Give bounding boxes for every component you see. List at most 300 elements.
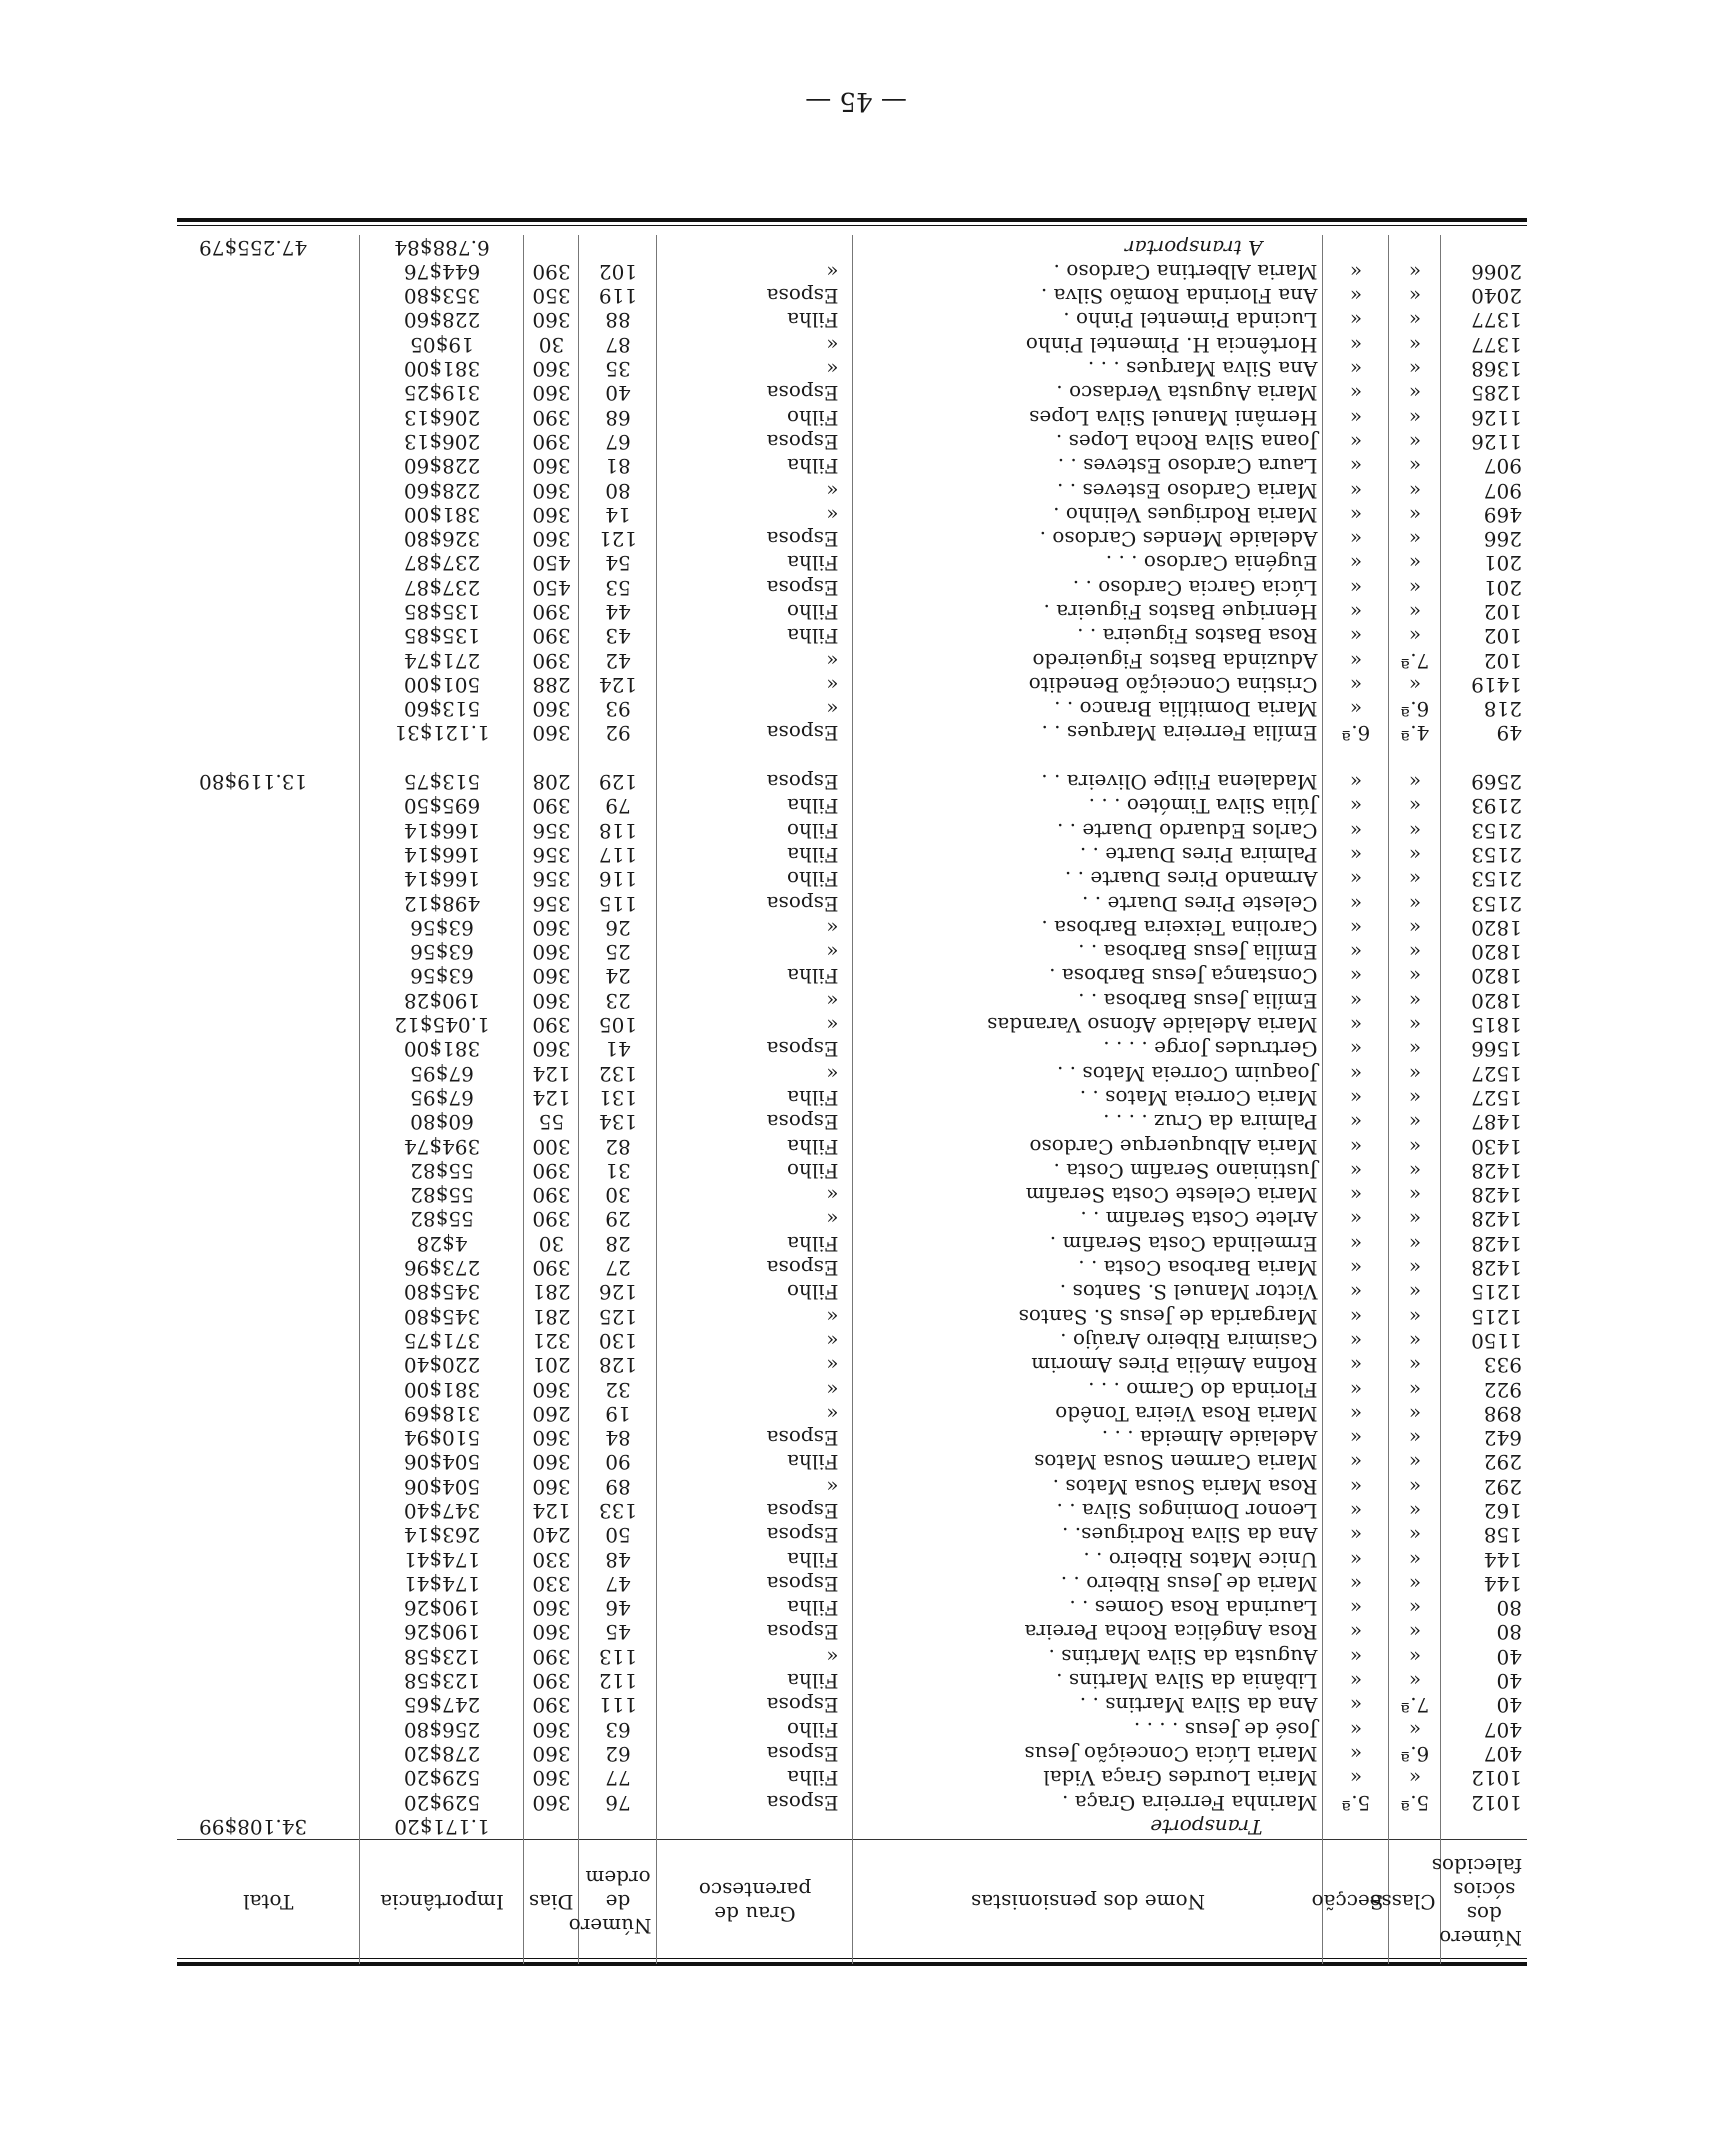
cell-seccao: « (1323, 1475, 1389, 1499)
cell-grau-parentesco: Esposa (657, 1620, 853, 1644)
cell-importancia: 63$56 (360, 940, 524, 964)
cell-seccao: « (1323, 1669, 1389, 1693)
cell-numero-ordem: 126 (579, 1280, 657, 1304)
cell-importancia: 55$82 (360, 1159, 524, 1183)
cell-socio-number: 266 (1483, 527, 1522, 552)
cell-pensioner-name: Rofina Amélia Pires Amorim (853, 1353, 1323, 1377)
cell-classe: « (1389, 624, 1441, 648)
cell-socio-number: 1527 (1471, 1061, 1522, 1086)
cell-numero-ordem: 76 (579, 1790, 657, 1814)
cell-pensioner-name: Ana Silva Marques . . . (853, 357, 1323, 381)
cell-socio-number: 292 (1483, 1474, 1522, 1499)
cell-dias: 360 (524, 1718, 579, 1742)
cell-total (177, 1547, 360, 1571)
cell-seccao: « (1323, 503, 1389, 527)
cell-total (177, 1280, 360, 1304)
cell-numero-ordem: 125 (579, 1304, 657, 1328)
cell-grau-parentesco: « (657, 1475, 853, 1499)
cell-total (177, 1037, 360, 1061)
cell-classe: « (1389, 1499, 1441, 1523)
cell-classe (1389, 1815, 1441, 1840)
cell-classe: « (1389, 1207, 1441, 1231)
cell-classe: « (1389, 916, 1441, 940)
cell-total: 34.108$99 (177, 1815, 360, 1840)
cell-classe: « (1389, 1718, 1441, 1742)
cell-total (177, 1450, 360, 1474)
cell-seccao: « (1323, 1620, 1389, 1644)
cell-total (177, 1086, 360, 1110)
cell-dias: 288 (524, 673, 579, 697)
cell-dias: 360 (524, 721, 579, 745)
cell-numero-ordem: 90 (579, 1450, 657, 1474)
cell-socio-number: 80 (1496, 1596, 1522, 1621)
cell-seccao: 5.ª (1323, 1790, 1389, 1814)
cell-numero-ordem: 117 (579, 843, 657, 867)
cell-dias: 356 (524, 819, 579, 843)
cell-classe: « (1389, 478, 1441, 502)
cell-pensioner-name: Augusta da Silva Martins . (853, 1645, 1323, 1669)
cell-importancia: 228$60 (360, 308, 524, 332)
cell-classe: « (1389, 1475, 1441, 1499)
cell-classe: « (1389, 600, 1441, 624)
cell-classe (1389, 746, 1441, 770)
cell-importancia: 220$40 (360, 1353, 524, 1377)
cell-dias: 55 (524, 1110, 579, 1134)
cell-numero-ordem: 35 (579, 357, 657, 381)
cell-numero-ordem: 131 (579, 1086, 657, 1110)
cell-seccao: « (1323, 989, 1389, 1013)
cell-numero-ordem: 132 (579, 1062, 657, 1086)
cell-classe: « (1389, 867, 1441, 891)
cell-classe: « (1389, 1426, 1441, 1450)
cell-importancia: 190$28 (360, 989, 524, 1013)
cell-grau-parentesco: Esposa (657, 1742, 853, 1766)
cell-importancia: 256$80 (360, 1718, 524, 1742)
table-row (177, 454, 1527, 478)
cell-pensioner-name: Justiniano Serafim Costa . (853, 1159, 1323, 1183)
cell-socio-number: 49 (1496, 721, 1522, 746)
cell-importancia: 381$00 (360, 1377, 524, 1401)
cell-grau-parentesco: Esposa (657, 1256, 853, 1280)
cell-grau-parentesco: Filha (657, 1669, 853, 1693)
cell-numero-ordem: 116 (579, 867, 657, 891)
table-row (177, 478, 1527, 502)
cell-total (177, 1304, 360, 1328)
cell-importancia: 318$69 (360, 1402, 524, 1426)
cell-seccao: « (1323, 1134, 1389, 1158)
cell-grau-parentesco: Esposa (657, 891, 853, 915)
cell-dias: 360 (524, 989, 579, 1013)
cell-grau-parentesco: Esposa (657, 1499, 853, 1523)
cell-dias (524, 235, 579, 259)
table-row (177, 1183, 1527, 1207)
cell-total (177, 405, 360, 429)
table-row (177, 1815, 1527, 1840)
cell-socio-number: 144 (1483, 1547, 1522, 1572)
cell-dias: 390 (524, 1013, 579, 1037)
cell-grau-parentesco: « (657, 1207, 853, 1231)
cell-pensioner-name: Maria Augusta Verdasco . (853, 381, 1323, 405)
cell-dias: 360 (524, 381, 579, 405)
cell-grau-parentesco: « (657, 673, 853, 697)
cell-dias: 390 (524, 430, 579, 454)
cell-dias: 124 (524, 1062, 579, 1086)
bottom-rule-thick (177, 218, 1527, 222)
cell-total (177, 843, 360, 867)
cell-numero-ordem: 115 (579, 891, 657, 915)
cell-grau-parentesco: « (657, 1013, 853, 1037)
cell-pensioner-name: Arlete Costa Serafim . . (853, 1207, 1323, 1231)
cell-socio-number: 40 (1496, 1669, 1522, 1694)
cell-importancia: 174$41 (360, 1572, 524, 1596)
cell-total (177, 1013, 360, 1037)
cell-importancia: 206$13 (360, 405, 524, 429)
cell-socio-number: 1368 (1471, 357, 1522, 382)
cell-socio-number: 102 (1483, 648, 1522, 673)
cell-dias: 390 (524, 1669, 579, 1693)
cell-importancia: 353$80 (360, 284, 524, 308)
cell-pensioner-name: Maria Albertina Cardoso . (853, 260, 1323, 284)
cell-dias: 360 (524, 454, 579, 478)
cell-classe: « (1389, 1159, 1441, 1183)
header-total: Total (177, 1840, 360, 1965)
cell-seccao: « (1323, 1523, 1389, 1547)
cell-classe: « (1389, 1450, 1441, 1474)
cell-grau-parentesco: Filho (657, 405, 853, 429)
cell-dias: 201 (524, 1353, 579, 1377)
cell-classe: 5.ª (1389, 1790, 1441, 1814)
cell-total (177, 624, 360, 648)
cell-total (177, 503, 360, 527)
cell-total (177, 1620, 360, 1644)
cell-classe: « (1389, 1232, 1441, 1256)
cell-seccao: « (1323, 1183, 1389, 1207)
cell-socio-number: 2569 (1471, 770, 1522, 795)
table-row (177, 794, 1527, 818)
cell-classe: « (1389, 1645, 1441, 1669)
cell-pensioner-name: Unice Matos Ribeiro . . (853, 1547, 1323, 1571)
cell-classe: « (1389, 989, 1441, 1013)
cell-classe: « (1389, 1353, 1441, 1377)
cell-total (177, 648, 360, 672)
table-row (177, 1256, 1527, 1280)
cell-seccao: « (1323, 1329, 1389, 1353)
header-dias: Dias (524, 1840, 579, 1965)
cell-seccao: « (1323, 624, 1389, 648)
table-row (177, 503, 1527, 527)
cell-dias: 360 (524, 503, 579, 527)
cell-socio-number: 1150 (1471, 1328, 1522, 1353)
cell-seccao: « (1323, 843, 1389, 867)
cell-grau-parentesco: Esposa (657, 1110, 853, 1134)
cell-socio-number: 1012 (1471, 1790, 1522, 1815)
table-row (177, 1426, 1527, 1450)
cell-pensioner-name: Marinha Ferreira Graça . (853, 1790, 1323, 1814)
cell-socio-number: 907 (1483, 454, 1522, 479)
cell-socio-number: 1487 (1471, 1110, 1522, 1135)
cell-importancia: 504$06 (360, 1475, 524, 1499)
cell-pensioner-name: Palmira Pires Duarte . . (853, 843, 1323, 867)
cell-pensioner-name: Henrique Bastos Figueira . (853, 600, 1323, 624)
cell-classe: « (1389, 1062, 1441, 1086)
cell-classe: « (1389, 794, 1441, 818)
cell-socio-number: 1419 (1471, 672, 1522, 697)
cell-classe: « (1389, 1256, 1441, 1280)
cell-grau-parentesco (657, 235, 853, 259)
cell-classe: 7.ª (1389, 648, 1441, 672)
cell-socio-number: 158 (1483, 1523, 1522, 1548)
cell-numero-ordem: 112 (579, 1669, 657, 1693)
cell-numero-ordem: 19 (579, 1402, 657, 1426)
table-row (177, 551, 1527, 575)
cell-numero-ordem: 129 (579, 770, 657, 794)
cell-pensioner-name: Armando Pires Duarte . . (853, 867, 1323, 891)
cell-numero-ordem: 47 (579, 1572, 657, 1596)
table-row (177, 1159, 1527, 1183)
cell-dias: 360 (524, 697, 579, 721)
cell-seccao: « (1323, 1742, 1389, 1766)
cell-importancia: 206$13 (360, 430, 524, 454)
cell-socio-number: 469 (1483, 502, 1522, 527)
cell-numero-ordem: 42 (579, 648, 657, 672)
cell-pensioner-name: Palmira da Cruz . . . . (853, 1110, 1323, 1134)
cell-seccao: « (1323, 819, 1389, 843)
cell-pensioner-name: Maria Correia Matos . . (853, 1086, 1323, 1110)
cell-importancia: 237$87 (360, 551, 524, 575)
cell-numero-ordem: 32 (579, 1377, 657, 1401)
cell-seccao (1323, 235, 1389, 259)
cell-seccao: « (1323, 940, 1389, 964)
cell-total (177, 357, 360, 381)
cell-numero-ordem: 87 (579, 333, 657, 357)
cell-importancia: 166$14 (360, 843, 524, 867)
cell-numero-ordem: 89 (579, 1475, 657, 1499)
cell-total (177, 1329, 360, 1353)
cell-pensioner-name: Casimira Ribeiro Araújo . (853, 1329, 1323, 1353)
cell-dias: 360 (524, 308, 579, 332)
cell-importancia: 123$58 (360, 1645, 524, 1669)
table-row (177, 746, 1527, 770)
table-row (177, 1110, 1527, 1134)
cell-numero-ordem: 28 (579, 1232, 657, 1256)
cell-seccao: « (1323, 284, 1389, 308)
cell-grau-parentesco: « (657, 648, 853, 672)
cell-pensioner-name: Celeste Pires Duarte . . (853, 891, 1323, 915)
cell-socio-number: 2153 (1471, 867, 1522, 892)
cell-importancia: 278$20 (360, 1742, 524, 1766)
cell-total (177, 697, 360, 721)
cell-classe: « (1389, 576, 1441, 600)
cell-pensioner-name: Maria Celeste Costa Serafim (853, 1183, 1323, 1207)
cell-numero-ordem: 50 (579, 1523, 657, 1547)
header-numero-ordem: Número de ordem (579, 1840, 657, 1965)
cell-dias: 240 (524, 1523, 579, 1547)
cell-dias: 390 (524, 1693, 579, 1717)
cell-importancia: 55$82 (360, 1207, 524, 1231)
cell-importancia: 135$85 (360, 600, 524, 624)
cell-seccao: « (1323, 794, 1389, 818)
cell-seccao: « (1323, 551, 1389, 575)
cell-numero-ordem: 128 (579, 1353, 657, 1377)
cell-socio-number: 201 (1483, 575, 1522, 600)
cell-grau-parentesco: Esposa (657, 1572, 853, 1596)
table-row (177, 1134, 1527, 1158)
cell-dias: 360 (524, 1790, 579, 1814)
cell-socio-number: 102 (1483, 624, 1522, 649)
cell-importancia: 67$95 (360, 1086, 524, 1110)
cell-numero-ordem (579, 746, 657, 770)
table-row (177, 940, 1527, 964)
cell-socio-number: 40 (1496, 1644, 1522, 1669)
cell-pensioner-name: Gertrudes Jorge . . . . (853, 1037, 1323, 1061)
cell-grau-parentesco: Filho (657, 600, 853, 624)
cell-socio-number (1441, 235, 1527, 259)
cell-grau-parentesco: Esposa (657, 1426, 853, 1450)
cell-pensioner-name: A transportar (853, 235, 1323, 259)
cell-pensioner-name: Carlos Eduardo Duarte . . (853, 819, 1323, 843)
cell-importancia: 263$14 (360, 1523, 524, 1547)
cell-seccao: « (1323, 1353, 1389, 1377)
cell-pensioner-name: Adelaide Almeida . . . (853, 1426, 1323, 1450)
header-importancia: Importância (360, 1840, 524, 1965)
cell-grau-parentesco: « (657, 357, 853, 381)
cell-dias: 281 (524, 1280, 579, 1304)
cell-importancia: 190$26 (360, 1620, 524, 1644)
cell-dias: 390 (524, 648, 579, 672)
cell-seccao: 6.ª (1323, 721, 1389, 745)
cell-pensioner-name: Maria Rosa Vieira Tonêdo (853, 1402, 1323, 1426)
cell-total (177, 551, 360, 575)
cell-numero-ordem: 134 (579, 1110, 657, 1134)
cell-seccao: « (1323, 381, 1389, 405)
cell-dias: 360 (524, 1596, 579, 1620)
cell-importancia: 498$12 (360, 891, 524, 915)
cell-total (177, 891, 360, 915)
cell-total (177, 1062, 360, 1086)
cell-numero-ordem: 31 (579, 1159, 657, 1183)
cell-total (177, 1693, 360, 1717)
cell-classe: « (1389, 454, 1441, 478)
cell-grau-parentesco: « (657, 916, 853, 940)
cell-classe: 7.ª (1389, 1693, 1441, 1717)
cell-seccao: « (1323, 1280, 1389, 1304)
cell-numero-ordem: 44 (579, 600, 657, 624)
table-row (177, 1086, 1527, 1110)
cell-dias: 330 (524, 1547, 579, 1571)
cell-pensioner-name: Emília Jesus Barbosa . . (853, 940, 1323, 964)
cell-seccao: « (1323, 1596, 1389, 1620)
cell-grau-parentesco: « (657, 1377, 853, 1401)
cell-numero-ordem: 43 (579, 624, 657, 648)
table-row (177, 1062, 1527, 1086)
cell-classe: « (1389, 1596, 1441, 1620)
cell-socio-number: 1430 (1471, 1134, 1522, 1159)
cell-grau-parentesco: Filho (657, 1159, 853, 1183)
cell-pensioner-name: Emília Ferreira Marques . . (853, 721, 1323, 745)
table-row (177, 648, 1527, 672)
cell-importancia: 1.045$12 (360, 1013, 524, 1037)
bottom-rule (177, 225, 1527, 226)
cell-classe: « (1389, 1304, 1441, 1328)
cell-numero-ordem: 23 (579, 989, 657, 1013)
cell-importancia: 504$06 (360, 1450, 524, 1474)
cell-dias: 350 (524, 284, 579, 308)
cell-grau-parentesco: Filho (657, 1280, 853, 1304)
cell-socio-number: 1377 (1471, 308, 1522, 333)
cell-total (177, 1426, 360, 1450)
cell-classe: « (1389, 1134, 1441, 1158)
cell-classe: 6.ª (1389, 697, 1441, 721)
cell-classe: « (1389, 284, 1441, 308)
cell-numero-ordem: 62 (579, 1742, 657, 1766)
cell-classe: « (1389, 1183, 1441, 1207)
cell-total (177, 381, 360, 405)
cell-seccao: « (1323, 1718, 1389, 1742)
cell-classe: « (1389, 1013, 1441, 1037)
cell-classe: « (1389, 1572, 1441, 1596)
cell-importancia: 319$25 (360, 381, 524, 405)
table-row (177, 1377, 1527, 1401)
cell-dias: 360 (524, 1766, 579, 1790)
cell-seccao: « (1323, 1499, 1389, 1523)
cell-pensioner-name: Emília Jesus Barbosa . . (853, 989, 1323, 1013)
cell-total (177, 527, 360, 551)
cell-dias: 360 (524, 1475, 579, 1499)
cell-grau-parentesco: Esposa (657, 770, 853, 794)
cell-dias: 360 (524, 916, 579, 940)
cell-total (177, 1256, 360, 1280)
cell-socio-number: 907 (1483, 478, 1522, 503)
cell-importancia: 1.121$31 (360, 721, 524, 745)
cell-total (177, 1572, 360, 1596)
table-row (177, 1669, 1527, 1693)
cell-grau-parentesco: « (657, 1353, 853, 1377)
pension-table (177, 235, 1527, 1964)
table-row (177, 527, 1527, 551)
cell-pensioner-name: Joana Silva Rocha Lopes . (853, 430, 1323, 454)
cell-dias: 356 (524, 867, 579, 891)
table-row (177, 381, 1527, 405)
cell-socio-number: 144 (1483, 1571, 1522, 1596)
cell-classe: « (1389, 940, 1441, 964)
cell-dias: 390 (524, 1207, 579, 1231)
cell-classe: « (1389, 1669, 1441, 1693)
table-row (177, 1620, 1527, 1644)
cell-seccao: « (1323, 891, 1389, 915)
cell-numero-ordem: 84 (579, 1426, 657, 1450)
cell-numero-ordem: 92 (579, 721, 657, 745)
cell-dias: 360 (524, 357, 579, 381)
cell-total (177, 576, 360, 600)
table-row (177, 1693, 1527, 1717)
cell-classe: « (1389, 260, 1441, 284)
cell-numero-ordem: 111 (579, 1693, 657, 1717)
cell-grau-parentesco: Filha (657, 1596, 853, 1620)
cell-numero-ordem: 121 (579, 527, 657, 551)
cell-total (177, 1402, 360, 1426)
cell-dias (524, 746, 579, 770)
cell-socio-number: 933 (1483, 1353, 1522, 1378)
cell-socio-number (1441, 1815, 1527, 1840)
cell-classe: « (1389, 1086, 1441, 1110)
cell-socio-number: 218 (1483, 697, 1522, 722)
table-row (177, 1499, 1527, 1523)
cell-importancia: 513$75 (360, 770, 524, 794)
cell-grau-parentesco: Filha (657, 964, 853, 988)
cell-pensioner-name: Victor Manuel S. Santos . (853, 1280, 1323, 1304)
cell-pensioner-name: Hernâni Manuel Silva Lopes (853, 405, 1323, 429)
cell-classe: « (1389, 673, 1441, 697)
